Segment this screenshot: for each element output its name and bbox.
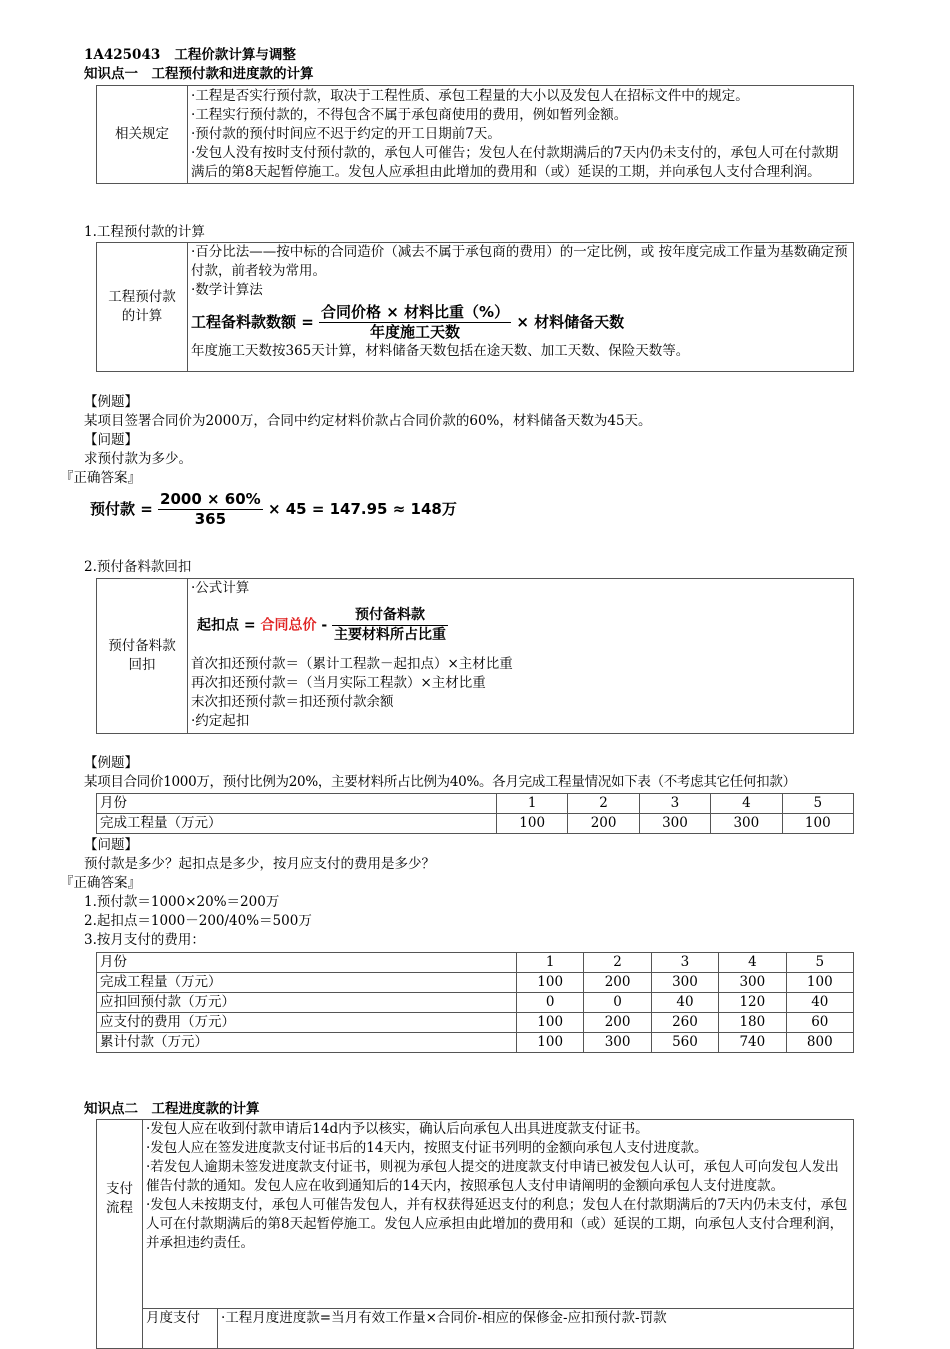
deduction-label: 预付备料款回扣 bbox=[97, 579, 188, 734]
deduction-line: ·约定起扣 bbox=[191, 713, 250, 729]
deduction-line: 首次扣还预付款＝（累计工程款－起扣点）×主材比重 bbox=[191, 656, 513, 672]
formula-lhs: 起扣点 = bbox=[197, 617, 256, 634]
table-cell: 740 bbox=[719, 1033, 786, 1053]
monthly-payment-label: 月度支付 bbox=[143, 1309, 218, 1349]
table-cell: 200 bbox=[568, 814, 639, 834]
table-cell: 100 bbox=[517, 1033, 584, 1053]
example1-tag: 【例题】 bbox=[84, 394, 138, 410]
table-cell: 300 bbox=[584, 1033, 651, 1053]
table-cell: 100 bbox=[782, 814, 853, 834]
answer1-tag: 『正确答案』 bbox=[60, 470, 141, 486]
question1-tag: 【问题】 bbox=[84, 432, 138, 448]
deduction-content bbox=[188, 579, 854, 734]
example2-tag: 【例题】 bbox=[84, 755, 138, 771]
deduction-line: 再次扣还预付款＝（当月实际工程款）×主材比重 bbox=[191, 675, 486, 691]
flow-line: ·发包人应在签发进度款支付证书后的14天内，按照支付证书列明的金额向承包人支付进度款。 bbox=[146, 1140, 708, 1156]
percent-method: ·百分比法——按中标的合同造价（减去不属于承包商的费用）的一定比例，或 按年度完成工作量为基数确定预付款，前者较为常用。 bbox=[191, 244, 848, 279]
flow-label: 支付流程 bbox=[97, 1120, 143, 1349]
table-cell: 4 bbox=[711, 794, 782, 814]
title-code: 1A425043 bbox=[84, 47, 161, 63]
table-cell: 200 bbox=[584, 973, 651, 993]
title-text: 工程价款计算与调整 bbox=[174, 47, 296, 63]
s2-heading: 2.预付备料款回扣 bbox=[84, 559, 192, 575]
table-cell: 100 bbox=[517, 1013, 584, 1033]
flow-line: ·发包人未按期支付，承包人可催告发包人，并有权获得延迟支付的利息；发包人在付款期满后的7天内仍未支付，承包人可在付款期满后的第8天起暂停施工。发包人应承担由此增加的费用和（或）延误的工期，向承包人支付合理利润，并承担违约责任。 bbox=[146, 1197, 848, 1251]
table-cell: 100 bbox=[786, 973, 853, 993]
question2-tag: 【问题】 bbox=[84, 837, 138, 853]
rule-item: ·发包人没有按时支付预付款的，承包人可催告；发包人在付款期满后的7天内仍未支付的，承包人可在付款期满后的第8天起暂停施工。发包人应承担由此增加的费用和（或）延误的工期，并向承包人支付合理利润。 bbox=[191, 145, 839, 180]
answer1-formula bbox=[90, 490, 457, 529]
table-cell: 5 bbox=[786, 953, 853, 973]
contract-total: 合同总价 bbox=[260, 617, 317, 634]
days-note: 年度施工天数按365天计算，材料储备天数包括在途天数、加工天数、保险天数等。 bbox=[191, 343, 690, 359]
s1-heading: 1.工程预付款的计算 bbox=[84, 224, 205, 240]
workload-table bbox=[96, 793, 854, 834]
answer-line: 1.预付款＝1000×20%＝200万 bbox=[84, 894, 280, 910]
flow-line: ·发包人应在收到付款申请后14d内予以核实，确认后向承包人出具进度款支付证书。 bbox=[146, 1121, 649, 1137]
table-row bbox=[97, 1013, 854, 1033]
table-cell: 1 bbox=[517, 953, 584, 973]
table-cell: 0 bbox=[584, 993, 651, 1013]
table-cell: 3 bbox=[639, 794, 710, 814]
table-cell: 200 bbox=[584, 1013, 651, 1033]
payment-table bbox=[96, 952, 854, 1053]
table-cell: 300 bbox=[719, 973, 786, 993]
table-cell: 完成工程量（万元） bbox=[97, 814, 497, 834]
formula-numerator: 合同价格 × 材料比重（%） bbox=[321, 303, 510, 321]
table-row bbox=[97, 814, 854, 834]
advance-calc-content bbox=[188, 243, 854, 372]
deduction-start-formula bbox=[197, 606, 850, 645]
formula-lhs: 工程备料款数额 = bbox=[191, 313, 314, 331]
table-cell: 完成工程量（万元） bbox=[97, 973, 517, 993]
table-row bbox=[97, 993, 854, 1013]
table-cell: 应扣回预付款（万元） bbox=[97, 993, 517, 1013]
math-method: ·数学计算法 bbox=[191, 282, 263, 298]
answer-line: 2.起扣点＝1000－200/40%＝500万 bbox=[84, 913, 312, 929]
table-cell: 100 bbox=[497, 814, 568, 834]
rules-content bbox=[188, 86, 854, 184]
table-cell: 180 bbox=[719, 1013, 786, 1033]
table-cell: 0 bbox=[517, 993, 584, 1013]
table-row bbox=[97, 953, 854, 973]
table-cell: 月份 bbox=[97, 794, 497, 814]
table-row bbox=[97, 1033, 854, 1053]
formula-denominator: 主要材料所占比重 bbox=[334, 627, 447, 643]
table-cell: 300 bbox=[711, 814, 782, 834]
table-cell: 120 bbox=[719, 993, 786, 1013]
monthly-payment-formula: ·工程月度进度款=当月有效工作量×合同价-相应的保修金-应扣预付款-罚款 bbox=[218, 1309, 854, 1349]
table-row bbox=[97, 973, 854, 993]
flow-content bbox=[143, 1120, 854, 1309]
table-cell: 2 bbox=[584, 953, 651, 973]
table-cell: 月份 bbox=[97, 953, 517, 973]
formula-tail: × 45 = 147.95 ≈ 148万 bbox=[267, 500, 457, 518]
table-cell: 300 bbox=[651, 973, 718, 993]
progress-payment-table bbox=[96, 1119, 854, 1349]
formula-fraction bbox=[332, 606, 448, 645]
table-cell: 40 bbox=[651, 993, 718, 1013]
rule-item: ·工程实行预付款的，不得包含不属于承包商使用的费用，例如暂列金额。 bbox=[191, 107, 628, 123]
table-cell: 5 bbox=[782, 794, 853, 814]
table-cell: 800 bbox=[786, 1033, 853, 1053]
table-cell: 1 bbox=[497, 794, 568, 814]
table-cell: 4 bbox=[719, 953, 786, 973]
table-cell: 累计付款（万元） bbox=[97, 1033, 517, 1053]
kp2-heading: 知识点二 工程进度款的计算 bbox=[84, 1101, 260, 1117]
table-cell: 60 bbox=[786, 1013, 853, 1033]
question2-text: 预付款是多少？起扣点是多少，按月应支付的费用是多少？ bbox=[84, 856, 435, 872]
deduction-table bbox=[96, 578, 854, 734]
flow-line: ·若发包人逾期未签发进度款支付证书，则视为承包人提交的进度款支付申请已被发包人认可，承包人可向发包人发出催告付款的通知。发包人应在收到通知后的14天内，按照承包人支付申请阐明的金额向承包人支付进度款。 bbox=[146, 1159, 839, 1194]
formula-minus: - bbox=[321, 617, 328, 634]
table-row bbox=[97, 794, 854, 814]
formula-fraction bbox=[158, 490, 263, 529]
stock-formula bbox=[191, 303, 850, 340]
table-cell: 260 bbox=[651, 1013, 718, 1033]
question1-text: 求预付款为多少。 bbox=[84, 451, 192, 467]
table-cell: 40 bbox=[786, 993, 853, 1013]
rule-item: ·预付款的预付时间应不迟于约定的开工日期前7天。 bbox=[191, 126, 501, 142]
answer-line: 3.按月支付的费用： bbox=[84, 932, 205, 948]
formula-denominator: 365 bbox=[194, 510, 227, 528]
kp1-heading: 知识点一 工程预付款和进度款的计算 bbox=[84, 66, 314, 82]
formula-tail: × 材料储备天数 bbox=[516, 313, 625, 331]
rules-label: 相关规定 bbox=[97, 86, 188, 184]
formula-numerator: 2000 × 60% bbox=[160, 490, 261, 508]
table-cell: 3 bbox=[651, 953, 718, 973]
formula-calc: ·公式计算 bbox=[191, 580, 250, 596]
rules-table bbox=[96, 85, 854, 184]
formula-denominator: 年度施工天数 bbox=[370, 323, 461, 341]
formula-numerator: 预付备料款 bbox=[332, 606, 448, 626]
rule-item: ·工程是否实行预付款，取决于工程性质、承包工程量的大小以及发包人在招标文件中的规定。 bbox=[191, 88, 749, 104]
page-title bbox=[84, 46, 296, 65]
formula-lhs: 预付款 = bbox=[90, 500, 153, 518]
formula-fraction bbox=[319, 303, 511, 342]
table-cell: 应支付的费用（万元） bbox=[97, 1013, 517, 1033]
table-cell: 560 bbox=[651, 1033, 718, 1053]
example2-text: 某项目合同价1000万，预付比例为20%，主要材料所占比例为40%。各月完成工程量情况如下表（不考虑其它任何扣款） bbox=[84, 774, 796, 790]
table-cell: 100 bbox=[517, 973, 584, 993]
advance-calc-table bbox=[96, 242, 854, 372]
deduction-line: 末次扣还预付款＝扣还预付款余额 bbox=[191, 694, 394, 710]
answer2-tag: 『正确答案』 bbox=[60, 875, 141, 891]
table-cell: 300 bbox=[639, 814, 710, 834]
table-cell: 2 bbox=[568, 794, 639, 814]
example1-text: 某项目签署合同价为2000万，合同中约定材料价款占合同价款的60%，材料储备天数为45天。 bbox=[84, 413, 652, 429]
advance-calc-label: 工程预付款的计算 bbox=[97, 243, 188, 372]
